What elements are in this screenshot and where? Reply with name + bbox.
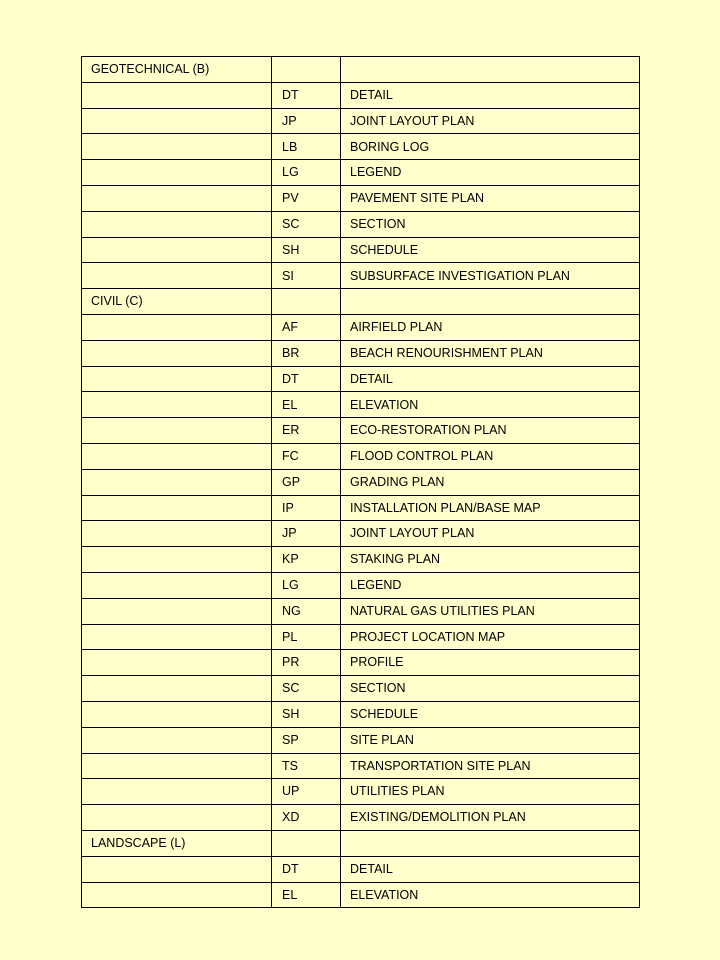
discipline-cell <box>82 185 272 211</box>
sheet-description-cell: EXISTING/DEMOLITION PLAN <box>341 805 640 831</box>
table-row <box>82 572 640 598</box>
sheet-description-cell <box>341 289 640 315</box>
sheet-description-cell: SUBSURFACE INVESTIGATION PLAN <box>341 263 640 289</box>
sheet-description-cell: SCHEDULE <box>341 701 640 727</box>
table-row <box>82 495 640 521</box>
discipline-cell <box>82 624 272 650</box>
discipline-cell <box>82 314 272 340</box>
sheet-code-cell: SC <box>272 676 341 702</box>
sheet-type-table-body <box>82 57 640 908</box>
sheet-description-cell: NATURAL GAS UTILITIES PLAN <box>341 598 640 624</box>
table-row <box>82 856 640 882</box>
sheet-type-table <box>81 56 640 908</box>
discipline-cell <box>82 82 272 108</box>
sheet-code-cell: JP <box>272 108 341 134</box>
discipline-cell <box>82 263 272 289</box>
sheet-code-cell: DT <box>272 856 341 882</box>
sheet-description-cell: LEGEND <box>341 160 640 186</box>
sheet-code-cell: PL <box>272 624 341 650</box>
discipline-cell <box>82 779 272 805</box>
discipline-cell <box>82 521 272 547</box>
sheet-code-cell: FC <box>272 443 341 469</box>
discipline-cell <box>82 237 272 263</box>
table-row <box>82 650 640 676</box>
sheet-description-cell <box>341 830 640 856</box>
sheet-code-cell: SH <box>272 701 341 727</box>
sheet-description-cell: ELEVATION <box>341 392 640 418</box>
sheet-description-cell: DETAIL <box>341 82 640 108</box>
sheet-description-cell <box>341 57 640 83</box>
sheet-description-cell: GRADING PLAN <box>341 469 640 495</box>
sheet-code-cell: PV <box>272 185 341 211</box>
sheet-description-cell: PROFILE <box>341 650 640 676</box>
sheet-description-cell: JOINT LAYOUT PLAN <box>341 108 640 134</box>
discipline-cell <box>82 469 272 495</box>
discipline-cell <box>82 211 272 237</box>
table-row <box>82 263 640 289</box>
sheet-code-cell: XD <box>272 805 341 831</box>
sheet-code-cell: SH <box>272 237 341 263</box>
sheet-description-cell: FLOOD CONTROL PLAN <box>341 443 640 469</box>
sheet-description-cell: SECTION <box>341 676 640 702</box>
table-row <box>82 443 640 469</box>
discipline-cell <box>82 676 272 702</box>
sheet-code-cell <box>272 289 341 315</box>
sheet-description-cell: JOINT LAYOUT PLAN <box>341 521 640 547</box>
discipline-cell <box>82 598 272 624</box>
table-row <box>82 624 640 650</box>
sheet-description-cell: STAKING PLAN <box>341 547 640 573</box>
table-row <box>82 185 640 211</box>
discipline-cell <box>82 418 272 444</box>
sheet-description-cell: BORING LOG <box>341 134 640 160</box>
discipline-header-row <box>82 830 640 856</box>
table-row <box>82 160 640 186</box>
discipline-cell <box>82 882 272 908</box>
table-row <box>82 676 640 702</box>
table-row <box>82 108 640 134</box>
table-row <box>82 392 640 418</box>
table-row <box>82 753 640 779</box>
sheet-description-cell: DETAIL <box>341 856 640 882</box>
table-row <box>82 366 640 392</box>
discipline-header-row <box>82 57 640 83</box>
sheet-description-cell: TRANSPORTATION SITE PLAN <box>341 753 640 779</box>
table-row <box>82 469 640 495</box>
discipline-header-row <box>82 289 640 315</box>
table-row <box>82 547 640 573</box>
table-row <box>82 134 640 160</box>
sheet-description-cell: INSTALLATION PLAN/BASE MAP <box>341 495 640 521</box>
discipline-cell <box>82 134 272 160</box>
sheet-code-cell: LB <box>272 134 341 160</box>
discipline-cell <box>82 160 272 186</box>
sheet-description-cell: UTILITIES PLAN <box>341 779 640 805</box>
sheet-description-cell: PAVEMENT SITE PLAN <box>341 185 640 211</box>
sheet-description-cell: SCHEDULE <box>341 237 640 263</box>
discipline-cell: CIVIL (C) <box>82 289 272 315</box>
sheet-code-cell: SP <box>272 727 341 753</box>
table-row <box>82 82 640 108</box>
table-row <box>82 805 640 831</box>
sheet-code-cell: DT <box>272 82 341 108</box>
sheet-code-cell: EL <box>272 392 341 418</box>
discipline-cell <box>82 392 272 418</box>
sheet-code-cell: GP <box>272 469 341 495</box>
table-row <box>82 211 640 237</box>
sheet-code-cell: LG <box>272 572 341 598</box>
sheet-description-cell: SITE PLAN <box>341 727 640 753</box>
discipline-cell <box>82 650 272 676</box>
sheet-description-cell: ELEVATION <box>341 882 640 908</box>
discipline-cell <box>82 547 272 573</box>
sheet-code-cell: DT <box>272 366 341 392</box>
table-row <box>82 314 640 340</box>
sheet-code-cell: SC <box>272 211 341 237</box>
discipline-cell <box>82 856 272 882</box>
sheet-code-cell: EL <box>272 882 341 908</box>
discipline-cell <box>82 701 272 727</box>
sheet-code-cell: SI <box>272 263 341 289</box>
discipline-cell <box>82 753 272 779</box>
discipline-cell <box>82 108 272 134</box>
sheet-code-cell: NG <box>272 598 341 624</box>
sheet-description-cell: SECTION <box>341 211 640 237</box>
sheet-description-cell: ECO-RESTORATION PLAN <box>341 418 640 444</box>
discipline-cell <box>82 572 272 598</box>
discipline-cell <box>82 366 272 392</box>
sheet-description-cell: DETAIL <box>341 366 640 392</box>
sheet-code-cell: IP <box>272 495 341 521</box>
sheet-code-cell: UP <box>272 779 341 805</box>
sheet-description-cell: BEACH RENOURISHMENT PLAN <box>341 340 640 366</box>
sheet-code-cell: BR <box>272 340 341 366</box>
table-row <box>82 779 640 805</box>
table-row <box>82 727 640 753</box>
table-row <box>82 418 640 444</box>
sheet-code-cell: PR <box>272 650 341 676</box>
sheet-code-cell: JP <box>272 521 341 547</box>
discipline-cell <box>82 727 272 753</box>
discipline-cell: GEOTECHNICAL (B) <box>82 57 272 83</box>
discipline-cell <box>82 340 272 366</box>
discipline-cell <box>82 443 272 469</box>
sheet-code-cell: ER <box>272 418 341 444</box>
table-row <box>82 882 640 908</box>
discipline-cell <box>82 805 272 831</box>
sheet-code-cell: TS <box>272 753 341 779</box>
discipline-cell: LANDSCAPE (L) <box>82 830 272 856</box>
sheet-code-cell <box>272 830 341 856</box>
sheet-description-cell: PROJECT LOCATION MAP <box>341 624 640 650</box>
table-row <box>82 701 640 727</box>
table-row <box>82 521 640 547</box>
sheet-code-cell: KP <box>272 547 341 573</box>
sheet-code-cell: AF <box>272 314 341 340</box>
table-row <box>82 237 640 263</box>
sheet-code-cell <box>272 57 341 83</box>
sheet-description-cell: LEGEND <box>341 572 640 598</box>
table-row <box>82 340 640 366</box>
discipline-cell <box>82 495 272 521</box>
sheet-description-cell: AIRFIELD PLAN <box>341 314 640 340</box>
table-row <box>82 598 640 624</box>
sheet-code-cell: LG <box>272 160 341 186</box>
